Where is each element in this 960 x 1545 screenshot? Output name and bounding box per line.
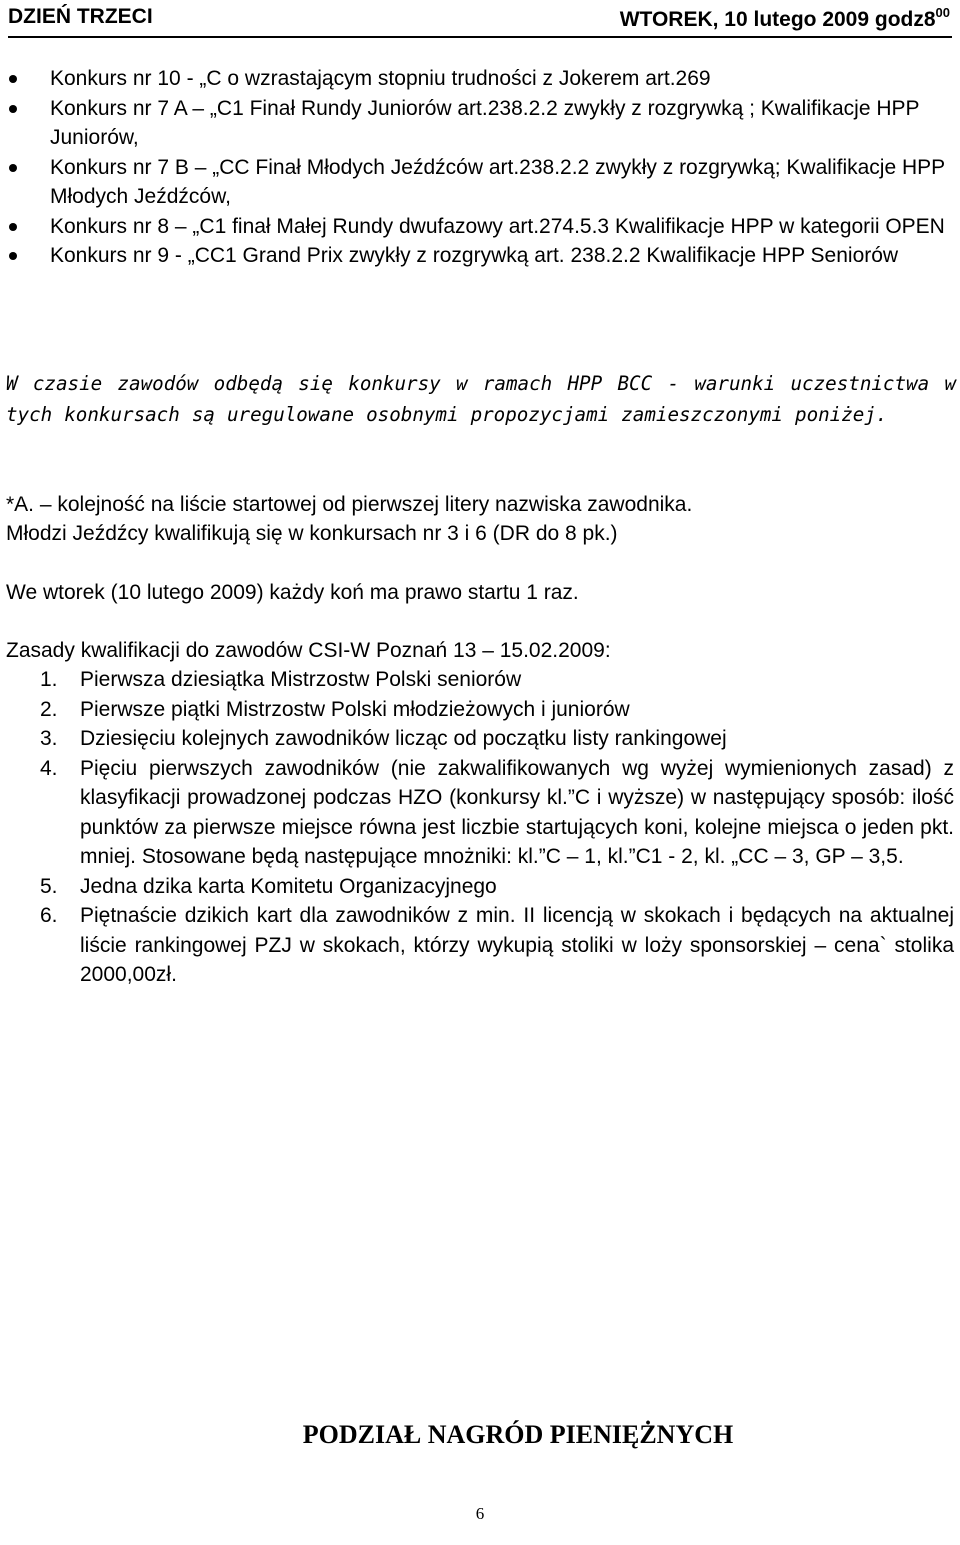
bullet-icon: [9, 75, 17, 83]
rule-number: 1.: [40, 668, 58, 691]
hpp-note: W czasie zawodów odbędą się konkursy w ramach HPP BCC - warunki uczestnictwa w tych konkursach są uregulowane osobnymi propozycjami zamieszczonymi poniżej.: [6, 372, 956, 426]
competition-text: Konkurs nr 7 B – „CC Finał Młodych Jeźdźców art.238.2.2 zwykły z rozgrywką; Kwalifikacje HPP Młodych Jeźdźców,: [50, 155, 945, 208]
bullet-icon: [9, 252, 17, 260]
rule-item: [0, 724, 960, 754]
date-text: WTOREK, 10 lutego 2009 godz8: [619, 8, 936, 31]
start-order-note: *A. – kolejność na liście startowej od pierwszej litery nazwiska zawodnika.: [6, 493, 693, 516]
rule-text: Pierwsza dziesiątka Mistrzostw Polski seniorów: [80, 668, 522, 691]
day-title: DZIEŃ TRZECI: [8, 5, 153, 28]
bullet-icon: [9, 105, 17, 113]
page-number: 6: [475, 1504, 485, 1523]
bullet-icon: [9, 164, 17, 172]
competition-item: [0, 153, 960, 212]
rule-number: 4.: [40, 756, 58, 780]
competition-list: [0, 64, 960, 271]
competition-item: [0, 94, 960, 153]
rule-number: 2.: [40, 697, 58, 721]
notes-block: [6, 490, 956, 548]
rule-item: [0, 901, 960, 990]
rule-item: [0, 872, 960, 902]
competition-text: Konkurs nr 7 A – „C1 Finał Rundy Juniorów art.238.2.2 zwykły z rozgrywką ; Kwalifikacje HPP Juniorów,: [50, 96, 920, 149]
competition-item: [0, 64, 960, 94]
rule-number: 5.: [40, 874, 58, 898]
rule-text: Jedna dzika karta Komitetu Organizacyjnego: [80, 874, 497, 898]
rules-heading: Zasady kwalifikacji do zawodów CSI-W Poznań 13 – 15.02.2009:: [6, 639, 611, 662]
rule-text: Piętnaście dzikich kart dla zawodników z min. II licencją w skokach i będących na aktualnej liście rankingowej PZJ w skokach, którzy wykupią stoliki w loży sponsorskiej – cena` stolika 2000,00zł.: [80, 904, 954, 986]
time-superscript: 00: [935, 5, 950, 20]
rule-number: 3.: [40, 727, 58, 750]
rule-item: [0, 695, 960, 725]
competition-text: Konkurs nr 10 - „C o wzrastającym stopniu trudności z Jokerem art.269: [50, 67, 711, 90]
qualification-rules: [0, 665, 960, 990]
young-riders-note: Młodzi Jeźdźcy kwalifikują się w konkursach nr 3 i 6 (DR do 8 pk.): [6, 522, 618, 545]
bullet-icon: [9, 223, 17, 231]
competition-item: [0, 241, 960, 271]
rule-text: Dziesięciu kolejnych zawodników licząc od początku listy rankingowej: [80, 727, 727, 750]
rule-item: [0, 665, 960, 695]
competition-text: Konkurs nr 9 - „CC1 Grand Prix zwykły z rozgrywką art. 238.2.2 Kwalifikacje HPP Seniorów: [50, 244, 899, 267]
rule-text: Pięciu pierwszych zawodników (nie zakwalifikowanych wg wyżej wymienionych zasad) z klasyfikacji prowadzonej podczas HZO (konkursy kl.”C i wyższe) w następujący sposób: ilość punktów za pierwsze miejsce równa jest liczbie startujących koni, kolejne miejsca o jeden pkt. mniej. Stosowane będą następujące mnożniki: kl.”C – 1, kl.”C1 - 2, kl. „CC – 3, GP – 3,5.: [80, 756, 954, 868]
rule-number: 6.: [40, 904, 58, 927]
rule-text: Pierwsze piątki Mistrzostw Polski młodzieżowych i juniorów: [80, 697, 630, 721]
prize-money-heading: PODZIAŁ NAGRÓD PIENIĘŻNYCH: [302, 1420, 734, 1449]
competition-text: Konkurs nr 8 – „C1 finał Małej Rundy dwufazowy art.274.5.3 Kwalifikacje HPP w kategorii OPEN: [50, 214, 945, 238]
page-header: [8, 0, 952, 38]
competition-item: [0, 212, 960, 242]
rule-item: [0, 754, 960, 872]
tuesday-note: We wtorek (10 lutego 2009) każdy koń ma prawo startu 1 raz.: [6, 581, 579, 604]
date-time: [620, 5, 950, 32]
